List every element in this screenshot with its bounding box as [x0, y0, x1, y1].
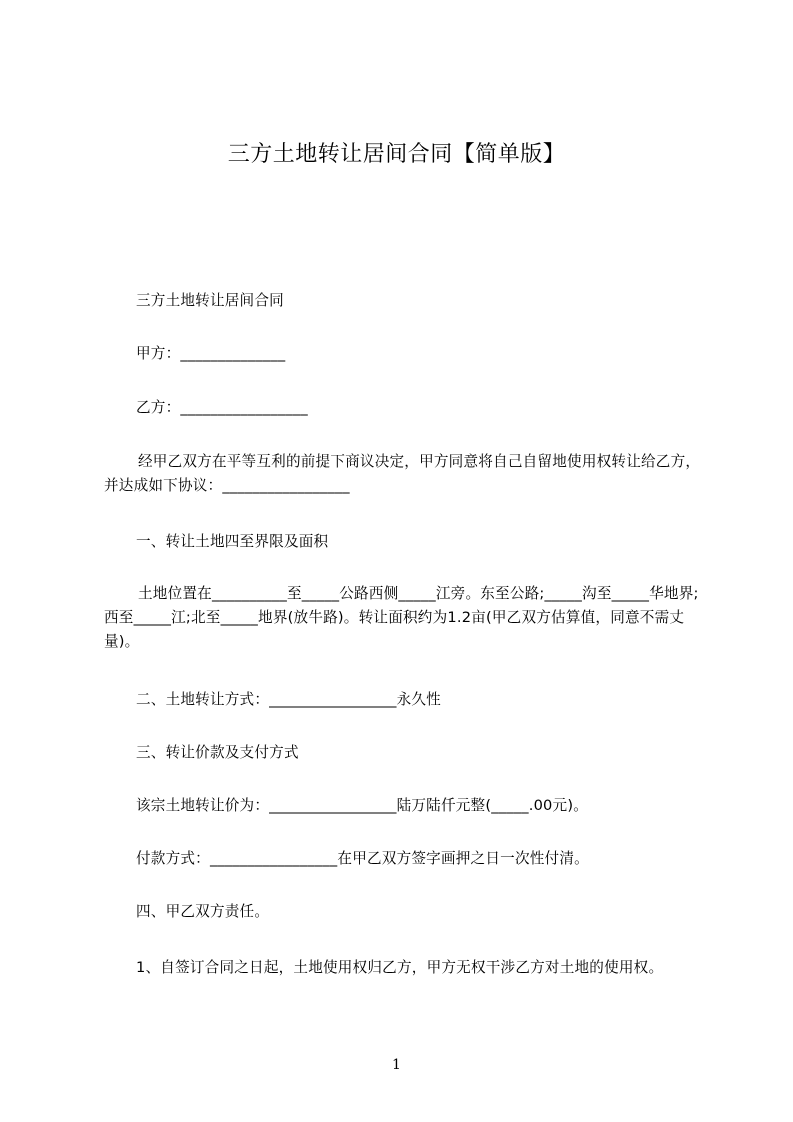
page-number: 1 — [392, 1057, 401, 1073]
section-4-heading: 四、甲乙双方责任。 — [136, 903, 270, 920]
section-3-heading: 三、转让价款及支付方式 — [136, 744, 299, 761]
section-1-heading: 一、转让土地四至界限及面积 — [136, 533, 329, 550]
responsibility-item-1: 1、自签订合同之日起，土地使用权归乙方，甲方无权干涉乙方对土地的使用权。 — [136, 959, 664, 976]
land-description: 土地位置在__________至_____公路西侧_____江旁。东至公路;_____沟至_____华地界;西至_____江;北至_____地界(放牛路)。转让面积约为1.2亩(甲乙双方估算值，同意不需丈量)。 — [104, 585, 699, 650]
contract-subtitle: 三方土地转让居间合同 — [136, 292, 284, 309]
payment-method: 付款方式：_________________在甲乙双方签字画押之日一次性付清。 — [136, 850, 589, 867]
section-2-heading: 二、土地转让方式：_________________永久性 — [136, 691, 441, 708]
transfer-price: 该宗土地转让价为：_________________陆万陆仟元整(_____.00元)。 — [136, 797, 589, 814]
document-title: 三方土地转让居间合同【简单版】 — [227, 142, 566, 167]
agreement-intro: 经甲乙双方在平等互利的前提下商议决定，甲方同意将自己自留地使用权转让给乙方，并达成如下协议：_________________ — [104, 453, 701, 494]
party-a-line: 甲方：______________ — [136, 345, 286, 362]
party-b-line: 乙方：_________________ — [136, 399, 308, 416]
